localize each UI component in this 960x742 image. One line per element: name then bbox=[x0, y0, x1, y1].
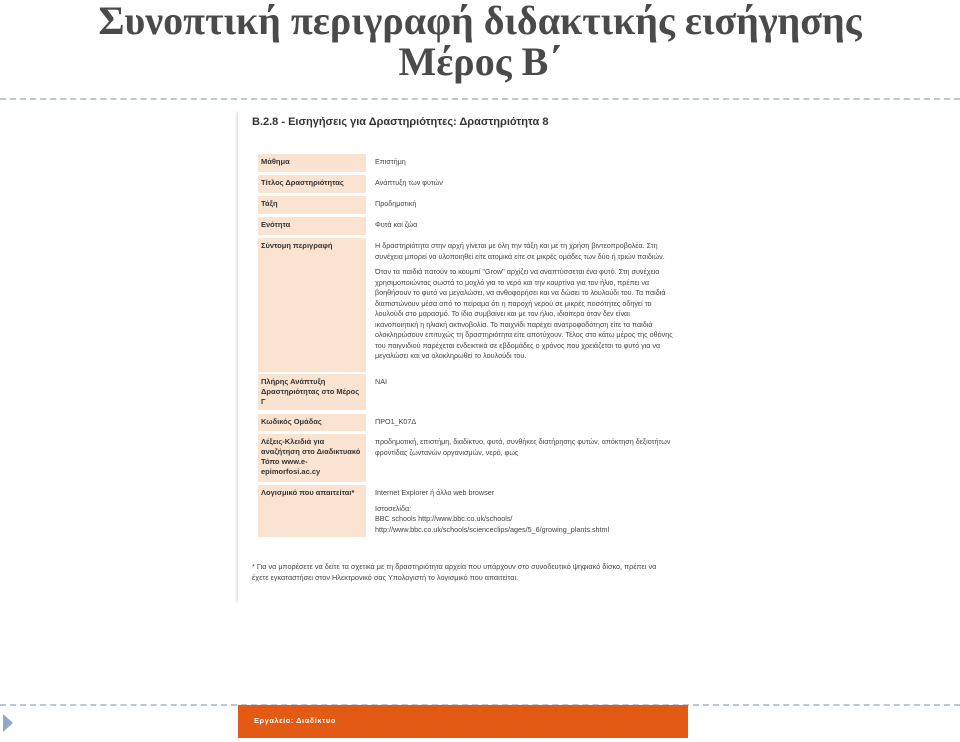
row-value: Επιστήμη bbox=[375, 157, 406, 166]
description-paragraph: Η δραστηριότητα στην αρχή γίνεται με όλη την τάξη και με τη χρήση βιντεοπροβολέα. Στη συνέχεια μπορεί να υλοποιηθεί είτε ατομικά είτε σε μικρές ομάδες των δύο ή τριών παιδιών. bbox=[375, 241, 665, 261]
row-label: Ενότητα bbox=[258, 217, 366, 235]
slide-title-line2: Μέρος Β΄ bbox=[398, 39, 562, 84]
row-value bbox=[372, 485, 677, 537]
row-value: ΠΡΟ1_Κ07Δ bbox=[375, 417, 417, 426]
website-link[interactable]: http://www.bbc.co.uk/schools/scienceclips/ages/5_6/growing_plants.shtml bbox=[375, 524, 610, 534]
row-value bbox=[372, 238, 677, 372]
row-label: Μάθημα bbox=[258, 154, 366, 172]
table-row bbox=[252, 196, 672, 214]
row-value: προδημοτική, επιστήμη, διαδίκτυο, φυτά, συνθήκες διατήρησης φυτών, απόκτηση δεξιοτήτων φροντίδας ζωντανών οργανισμών, νερό, φως bbox=[375, 437, 671, 457]
row-label: Λέξεις-Κλειδιά για αναζήτηση στο Διαδικτυακό Τόπο www.e-epimorfosi.ac.cy bbox=[258, 434, 366, 482]
section-heading: Β.2.8 - Εισηγήσεις για Δραστηριότητες: Δραστηριότητα 8 bbox=[252, 116, 549, 128]
footnote: * Για να μπορέσετε να δείτε τα σχετικά με τη δραστηριότητα αρχεία που υπάρχουν στο συνοδευτικό ψηφιακό δίσκο, πρέπει να έχετε εγκαταστήσει στον Ηλεκτρονικό σας Υπολογιστή το λογισμικό που απαιτείται. bbox=[252, 562, 657, 582]
table-row bbox=[252, 434, 672, 482]
top-divider bbox=[0, 98, 960, 100]
row-label: Τίτλος Δραστηριότητας bbox=[258, 175, 366, 193]
row-label: Τάξη bbox=[258, 196, 366, 214]
document-page bbox=[238, 110, 688, 605]
row-label: Πλήρης Ανάπτυξη Δραστηριότητας στο Μέρος Γ bbox=[258, 374, 366, 410]
description-paragraph: Όταν τα παιδιά πατούν το κουμπί "Grow" αρχίζει να αναπτύσσεται ένα φυτό. Στη συνέχεια χρησιμοποιώντας σωστά το μοχλό για το νερό και την κουρτίνα για τον ήλιο, πρέπει να βοηθήσουν το φυτό να μεγαλώσει, να ανθοφορήσει και να δώσει το λουλούδι του. Τα παιδιά διαπιστώνουν μέσα από το πείραμα ότι η παροχή νερού σε μικρές ποσότητες οδηγεί το λουλούδι στο μαρασμό. Το ίδιο συμβαίνει και με τον ήλιο, ιδιαίτερα όταν δεν είναι ικανοποιητική η ηλιακή ακτινοβολία. Το παιχνίδι παρέχει ανατροφοδότηση είτε τα παιδιά ολοκληρώσουν επιτυχώς τη δραστηριότητα είτε αποτύχουν. Τέλος στο κάτω μέρος της οθόνης του παιγνιδιού παρέχεται ενδεικτικά σε εβδομάδες ο χρόνος που χρειάζεται το φυτό για να μεγαλώσει και να ολοκληρωθεί το λουλούδι του. bbox=[375, 267, 673, 360]
table-row bbox=[252, 414, 672, 431]
row-value: Φυτά και ζώα bbox=[375, 220, 418, 229]
navigation-arrow-icon[interactable] bbox=[3, 714, 13, 732]
table-row bbox=[252, 175, 672, 193]
table-row bbox=[252, 485, 672, 537]
website-label: Ιστοσελίδα: bbox=[375, 503, 412, 513]
slide-title bbox=[0, 0, 960, 82]
row-value: Προδημοτική bbox=[375, 199, 417, 208]
table-row bbox=[252, 154, 672, 172]
table-row bbox=[252, 217, 672, 235]
table-row bbox=[252, 238, 672, 372]
row-value: ΝΑΙ bbox=[375, 377, 387, 386]
footer-label: Εργαλείο: Διαδίκτυο bbox=[254, 716, 336, 725]
row-label: Λογισμικό που απαιτείται* bbox=[258, 485, 366, 537]
row-value: Ανάπτυξη των φυτών bbox=[375, 178, 443, 187]
slide-title-line1: Συνοπτική περιγραφή διδακτικής εισήγησης bbox=[98, 0, 862, 43]
row-label: Σύντομη περιγραφή bbox=[258, 238, 366, 372]
website-link[interactable]: BBC schools http://www.bbc.co.uk/schools/ bbox=[375, 514, 513, 523]
software-text: Internet Explorer ή άλλο web browser bbox=[375, 488, 495, 497]
row-label: Κωδικός Ομάδας bbox=[258, 414, 366, 431]
table-row bbox=[252, 374, 672, 410]
footer-bar bbox=[238, 705, 688, 738]
